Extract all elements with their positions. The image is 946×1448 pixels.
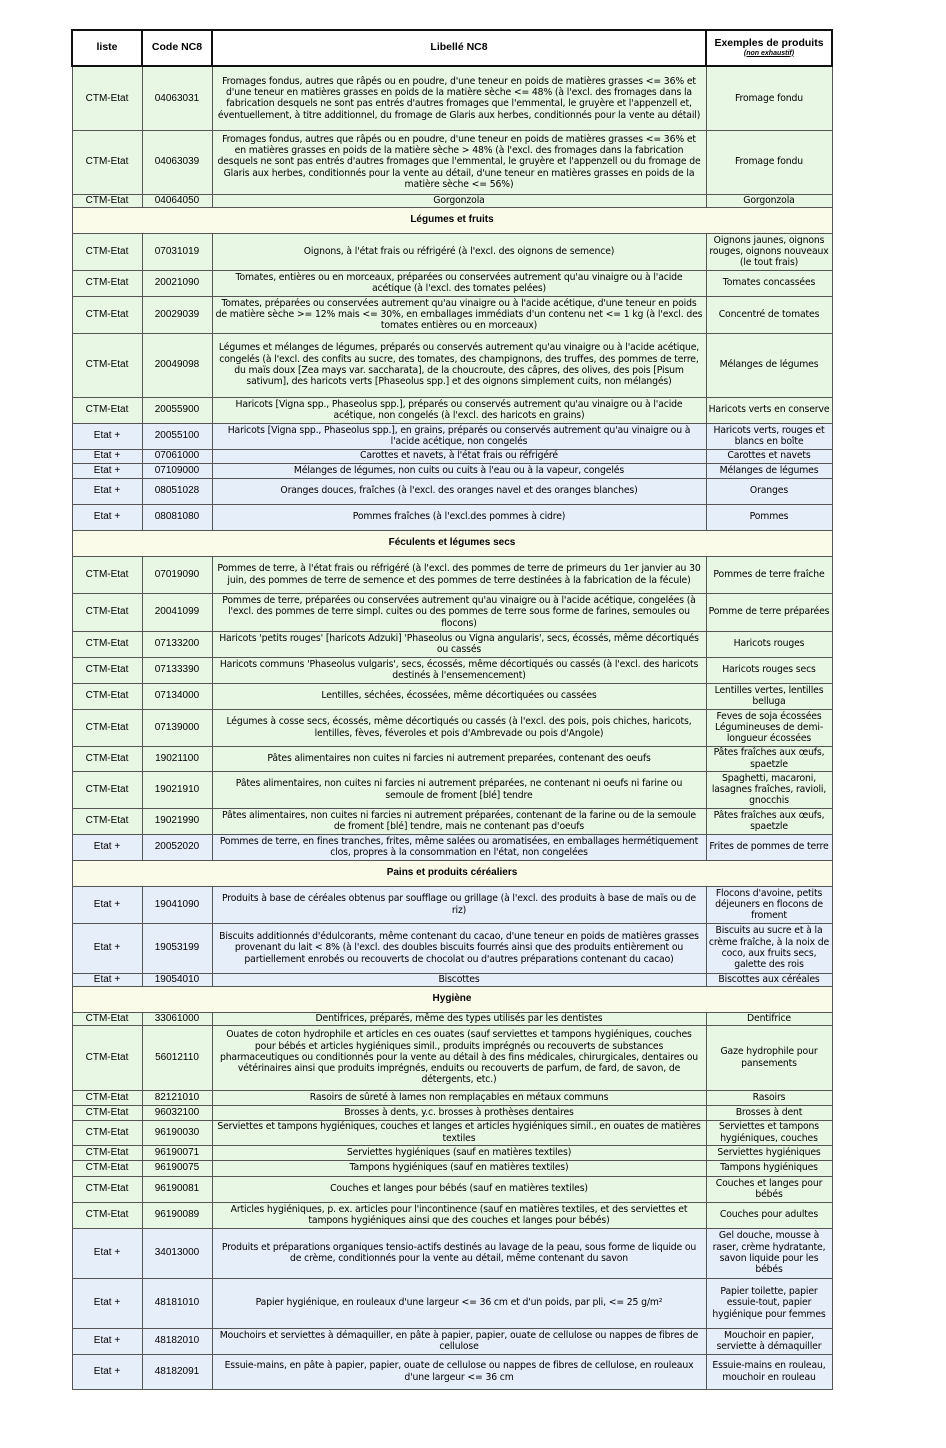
cell-code-nc8: 04063039 [142, 130, 212, 194]
table-row [72, 923, 832, 973]
cell-libelle: Biscuits additionnés d'édulcorants, même contenant du cacao, d'une teneur en poids de matières grasses provenant du lait < 8% (à l'excl. des doubles biscuits fourrés ainsi que des produits entièrement ou partiellement enrobés ou recouverts de chocolat ou d'autres préparations contenant du cacao) [212, 923, 706, 973]
cell-code-nc8: 48182010 [142, 1328, 212, 1354]
table-row [72, 66, 832, 130]
table-row [72, 593, 832, 631]
table-row [72, 1328, 832, 1354]
table-row [72, 423, 832, 449]
cell-libelle: Fromages fondus, autres que râpés ou en poudre, d'une teneur en poids de matières grasses <= 36% et d'une teneur en matières grasses en poids de la matière sèche <= 48% (à l'excl. des fromages dans la fabrication desquels ne sont pas entrés d'autres fromages que l'emmental, le gruyère et l'appenzell et, éventuellement, à titre additionnel, du fromage de Glaris aux herbes, conditionnés pour la vente au détail) [212, 66, 706, 130]
cell-libelle: Haricots 'petits rouges' [haricots Adzuki] 'Phaseolus ou Vigna angularis', secs, écossés, même décortiqués ou cassés [212, 631, 706, 657]
cell-liste: CTM-Etat [72, 1202, 142, 1228]
nc8-products-table [71, 29, 833, 1390]
cell-code-nc8: 19021990 [142, 808, 212, 834]
cell-libelle: Pâtes alimentaires non cuites ni farcies ni autrement preparées, contenant des oeufs [212, 746, 706, 771]
table-row [72, 1176, 832, 1202]
cell-liste: Etat + [72, 1328, 142, 1354]
cell-exemple: Oignons jaunes, oignons rouges, oignons nouveaux (le tout frais) [706, 233, 832, 270]
cell-liste: CTM-Etat [72, 556, 142, 593]
table-row [72, 657, 832, 683]
header-exemples-subtitle: (non exhaustif) [743, 49, 795, 57]
table-row [72, 1202, 832, 1228]
table-row [72, 478, 832, 504]
cell-liste: CTM-Etat [72, 397, 142, 423]
cell-libelle: Pâtes alimentaires, non cuites ni farcies ni autrement préparées, contenant de la farine ou de la semoule de froment [blé] tendre, mais ne contenant pas d'oeufs [212, 808, 706, 834]
section-row [72, 530, 832, 556]
table-row [72, 746, 832, 771]
header-exemples-title: Exemples de produits [714, 37, 824, 50]
cell-exemple: Pomme de terre préparées [706, 593, 832, 631]
cell-liste: CTM-Etat [72, 808, 142, 834]
cell-code-nc8: 96190081 [142, 1176, 212, 1202]
cell-liste: CTM-Etat [72, 1090, 142, 1105]
cell-liste: Etat + [72, 1228, 142, 1278]
cell-exemple: Brosses à dent [706, 1105, 832, 1120]
cell-exemple: Pâtes fraîches aux œufs, spaetzle [706, 808, 832, 834]
cell-liste: Etat + [72, 463, 142, 478]
cell-libelle: Tomates, entières ou en morceaux, préparées ou conservées autrement qu'au vinaigre ou à l'acide acétique (à l'excl. des tomates pelées) [212, 270, 706, 296]
table-row [72, 296, 832, 333]
cell-exemple: Serviettes et tampons hygiéniques, couches [706, 1120, 832, 1145]
cell-code-nc8: 82121010 [142, 1090, 212, 1105]
header-exemples [706, 30, 832, 66]
cell-liste: Etat + [72, 449, 142, 463]
cell-liste: CTM-Etat [72, 746, 142, 771]
cell-exemple: Feves de soja écossées Légumineuses de demi-longueur écossées [706, 709, 832, 746]
cell-liste: CTM-Etat [72, 657, 142, 683]
cell-code-nc8: 96032100 [142, 1105, 212, 1120]
cell-libelle: Ouates de coton hydrophile et articles en ces ouates (sauf serviettes et tampons hygiéniques, couches pour bébés et articles hygiéniques simil., produits imprégnés ou recouverts de substances pharmaceutiques ou conditionnés pour la vente au détail à des fins médicales, chirurgicales, dentaires ou vétérinaires ainsi que produits imprégnés, enduits ou recouverts de parfum, de fard, de savon, de détergents, etc.) [212, 1025, 706, 1090]
cell-libelle: Oignons, à l'état frais ou réfrigéré (à l'excl. des oignons de semence) [212, 233, 706, 270]
cell-code-nc8: 19041090 [142, 886, 212, 923]
cell-code-nc8: 07139000 [142, 709, 212, 746]
cell-exemple: Couches et langes pour bébés [706, 1176, 832, 1202]
section-title: Féculents et légumes secs [72, 530, 832, 556]
cell-code-nc8: 07133200 [142, 631, 212, 657]
cell-exemple: Serviettes hygiéniques [706, 1145, 832, 1160]
cell-code-nc8: 20052020 [142, 834, 212, 860]
cell-code-nc8: 20055100 [142, 423, 212, 449]
table-row [72, 1105, 832, 1120]
table-row [72, 270, 832, 296]
cell-liste: Etat + [72, 973, 142, 986]
cell-liste: CTM-Etat [72, 270, 142, 296]
cell-code-nc8: 19054010 [142, 973, 212, 986]
cell-libelle: Pâtes alimentaires, non cuites ni farcies ni autrement préparées, ne contenant ni oeufs ni farine ou semoule de froment [blé] tendre [212, 771, 706, 808]
cell-libelle: Lentilles, séchées, écossées, même décortiquées ou cassées [212, 683, 706, 709]
table-row [72, 1120, 832, 1145]
header-liste: liste [72, 30, 142, 66]
table-row [72, 1228, 832, 1278]
cell-liste: CTM-Etat [72, 130, 142, 194]
cell-libelle: Rasoirs de sûreté à lames non remplaçables en métaux communs [212, 1090, 706, 1105]
table-row [72, 1012, 832, 1025]
cell-code-nc8: 20021090 [142, 270, 212, 296]
cell-exemple: Fromage fondu [706, 130, 832, 194]
cell-code-nc8: 34013000 [142, 1228, 212, 1278]
cell-libelle: Articles hygiéniques, p. ex. articles pour l'incontinence (sauf en matières textiles, et des serviettes et tampons hygiéniques ainsi que des couches et langes pour bébés) [212, 1202, 706, 1228]
cell-code-nc8: 20041099 [142, 593, 212, 631]
cell-exemple: Pommes de terre fraîche [706, 556, 832, 593]
cell-exemple: Tampons hygiéniques [706, 1160, 832, 1176]
cell-exemple: Rasoirs [706, 1090, 832, 1105]
cell-libelle: Biscottes [212, 973, 706, 986]
section-row [72, 207, 832, 233]
table-row [72, 834, 832, 860]
cell-libelle: Pommes de terre, préparées ou conservées autrement qu'au vinaigre ou à l'acide acétique, congelées (à l'excl. des pommes de terre simpl. cuites ou des pommes de terre sous forme de farines, semoules ou flocons) [212, 593, 706, 631]
cell-liste: Etat + [72, 886, 142, 923]
cell-exemple: Gel douche, mousse à raser, crème hydratante, savon liquide pour les bébés [706, 1228, 832, 1278]
cell-libelle: Carottes et navets, à l'état frais ou réfrigéré [212, 449, 706, 463]
header-code-nc8: Code NC8 [142, 30, 212, 66]
cell-libelle: Légumes et mélanges de légumes, préparés ou conservés autrement qu'au vinaigre ou à l'acide acétique, congelés (à l'excl. des confits au sucre, des tomates, des champignons, des truffes, des pommes de terre, du maïs doux [Zea mays var. saccharata], de la choucroute, des câpres, des olives, des pois [Pisum sativum], des haricots verts [Phaseolus spp.] et des oignons simplement cuits, non mélangés) [212, 333, 706, 397]
cell-exemple: Haricots rouges [706, 631, 832, 657]
cell-exemple: Lentilles vertes, lentilles belluga [706, 683, 832, 709]
section-title: Hygiène [72, 986, 832, 1012]
cell-exemple: Mélanges de légumes [706, 463, 832, 478]
cell-code-nc8: 96190075 [142, 1160, 212, 1176]
cell-exemple: Haricots verts, rouges et blancs en boîte [706, 423, 832, 449]
cell-libelle: Oranges douces, fraîches (à l'excl. des oranges navel et des oranges blanches) [212, 478, 706, 504]
table-row [72, 463, 832, 478]
table-row [72, 1160, 832, 1176]
cell-libelle: Produits à base de céréales obtenus par soufflage ou grillage (à l'excl. des produits à base de maïs ou de riz) [212, 886, 706, 923]
table-row [72, 683, 832, 709]
cell-libelle: Pommes fraîches (à l'excl.des pommes à cidre) [212, 504, 706, 530]
cell-exemple: Spaghetti, macaroni, lasagnes fraîches, ravioli, gnocchis [706, 771, 832, 808]
cell-libelle: Pommes de terre, à l'état frais ou réfrigéré (à l'excl. des pommes de terre de primeurs du 1er janvier au 30 juin, des pommes de terre de semence et des pommes de terre destinées à la fabrication de la fécule) [212, 556, 706, 593]
table-row [72, 194, 832, 207]
cell-liste: CTM-Etat [72, 66, 142, 130]
cell-liste: CTM-Etat [72, 1105, 142, 1120]
cell-liste: Etat + [72, 923, 142, 973]
section-row [72, 986, 832, 1012]
cell-liste: CTM-Etat [72, 333, 142, 397]
cell-exemple: Flocons d'avoine, petits déjeuners en flocons de froment [706, 886, 832, 923]
cell-exemple: Frites de pommes de terre [706, 834, 832, 860]
cell-exemple: Pommes [706, 504, 832, 530]
table-row [72, 1090, 832, 1105]
cell-code-nc8: 20055900 [142, 397, 212, 423]
cell-exemple: Mélanges de légumes [706, 333, 832, 397]
cell-code-nc8: 19053199 [142, 923, 212, 973]
cell-code-nc8: 08051028 [142, 478, 212, 504]
cell-liste: CTM-Etat [72, 1145, 142, 1160]
table-row [72, 886, 832, 923]
cell-exemple: Oranges [706, 478, 832, 504]
table-row [72, 556, 832, 593]
cell-libelle: Tampons hygiéniques (sauf en matières textiles) [212, 1160, 706, 1176]
cell-exemple: Gaze hydrophile pour pansements [706, 1025, 832, 1090]
cell-liste: Etat + [72, 834, 142, 860]
table-row [72, 1145, 832, 1160]
cell-exemple: Pâtes fraîches aux œufs, spaetzle [706, 746, 832, 771]
cell-code-nc8: 07109000 [142, 463, 212, 478]
cell-code-nc8: 07019090 [142, 556, 212, 593]
header-libelle-nc8: Libellé NC8 [212, 30, 706, 66]
table-row [72, 1025, 832, 1090]
cell-libelle: Brosses à dents, y.c. brosses à prothèses dentaires [212, 1105, 706, 1120]
cell-code-nc8: 04063031 [142, 66, 212, 130]
table-row [72, 1354, 832, 1389]
cell-exemple: Dentifrice [706, 1012, 832, 1025]
cell-code-nc8: 33061000 [142, 1012, 212, 1025]
cell-liste: CTM-Etat [72, 1012, 142, 1025]
cell-liste: Etat + [72, 504, 142, 530]
table-row [72, 504, 832, 530]
cell-code-nc8: 19021910 [142, 771, 212, 808]
table-row [72, 973, 832, 986]
cell-libelle: Haricots [Vigna spp., Phaseolus spp.], en grains, préparés ou conservés autrement qu'au vinaigre ou à l'acide acétique, non congelés [212, 423, 706, 449]
table-row [72, 397, 832, 423]
cell-liste: CTM-Etat [72, 1025, 142, 1090]
cell-libelle: Dentifrices, préparés, même des types utilisés par les dentistes [212, 1012, 706, 1025]
section-title: Pains et produits céréaliers [72, 860, 832, 886]
cell-code-nc8: 96190089 [142, 1202, 212, 1228]
cell-code-nc8: 56012110 [142, 1025, 212, 1090]
cell-liste: CTM-Etat [72, 631, 142, 657]
cell-code-nc8: 48181010 [142, 1278, 212, 1328]
table-body [72, 66, 832, 1389]
cell-libelle: Haricots [Vigna spp., Phaseolus spp.], préparés ou conservés autrement qu'au vinaigre ou à l'acide acétique, non congelés (à l'excl. des haricots en grains) [212, 397, 706, 423]
table-row [72, 130, 832, 194]
cell-exemple: Biscottes aux céréales [706, 973, 832, 986]
cell-liste: CTM-Etat [72, 1160, 142, 1176]
cell-exemple: Haricots verts en conserve [706, 397, 832, 423]
cell-code-nc8: 96190071 [142, 1145, 212, 1160]
cell-exemple: Carottes et navets [706, 449, 832, 463]
header-row [72, 30, 832, 66]
cell-liste: CTM-Etat [72, 296, 142, 333]
cell-code-nc8: 08081080 [142, 504, 212, 530]
cell-libelle: Pommes de terre, en fines tranches, frites, même salées ou aromatisées, en emballages hermétiquement clos, propres à la consommation en l'état, non congelées [212, 834, 706, 860]
cell-liste: Etat + [72, 423, 142, 449]
cell-libelle: Tomates, préparées ou conservées autrement qu'au vinaigre ou à l'acide acétique, d'une teneur en poids de matière sèche >= 12% mais <= 30%, en emballages immédiats d'un contenu net <= 1 kg (à l'excl. des tomates entières ou en morceaux) [212, 296, 706, 333]
cell-exemple: Fromage fondu [706, 66, 832, 130]
cell-exemple: Papier toilette, papier essuie-tout, papier hygiénique pour femmes [706, 1278, 832, 1328]
cell-exemple: Tomates concassées [706, 270, 832, 296]
cell-code-nc8: 07134000 [142, 683, 212, 709]
cell-liste: CTM-Etat [72, 709, 142, 746]
cell-liste: CTM-Etat [72, 593, 142, 631]
cell-libelle: Mélanges de légumes, non cuits ou cuits à l'eau ou à la vapeur, congelés [212, 463, 706, 478]
table-row [72, 333, 832, 397]
cell-libelle: Fromages fondus, autres que râpés ou en poudre, d'une teneur en poids de matières grasses <= 36% et en matières grasses en poids de la matière sèche > 48% (à l'excl. des fromages dans la fabrication desquels ne sont pas entrés d'autres fromages que l'emmental, le gruyère et l'appenzell ou du fromage de Glaris aux herbes, conditionnés pour la vente au détail, d'une teneur en matières grasses en poids de la matière sèche <= 56%) [212, 130, 706, 194]
cell-code-nc8: 48182091 [142, 1354, 212, 1389]
table-row [72, 449, 832, 463]
table-row [72, 233, 832, 270]
cell-liste: Etat + [72, 1278, 142, 1328]
table-row [72, 631, 832, 657]
cell-libelle: Essuie-mains, en pâte à papier, papier, ouate de cellulose ou nappes de fibres de cellulose, en rouleaux d'une largeur <= 36 cm [212, 1354, 706, 1389]
cell-liste: CTM-Etat [72, 233, 142, 270]
cell-exemple: Couches pour adultes [706, 1202, 832, 1228]
cell-exemple: Haricots rouges secs [706, 657, 832, 683]
cell-libelle: Légumes à cosse secs, écossés, même décortiqués ou cassés (à l'excl. des pois, pois chiches, haricots, lentilles, fèves, féveroles et pois d'Ambrevade ou pois d'Angole) [212, 709, 706, 746]
cell-exemple: Gorgonzola [706, 194, 832, 207]
cell-exemple: Biscuits au sucre et à la crème fraîche, à la noix de coco, aux fruits secs, galette des rois [706, 923, 832, 973]
cell-code-nc8: 20029039 [142, 296, 212, 333]
cell-code-nc8: 20049098 [142, 333, 212, 397]
cell-libelle: Couches et langes pour bébés (sauf en matières textiles) [212, 1176, 706, 1202]
section-title: Légumes et fruits [72, 207, 832, 233]
cell-libelle: Gorgonzola [212, 194, 706, 207]
cell-code-nc8: 07133390 [142, 657, 212, 683]
cell-code-nc8: 04064050 [142, 194, 212, 207]
section-row [72, 860, 832, 886]
cell-liste: Etat + [72, 1354, 142, 1389]
table-row [72, 1278, 832, 1328]
table-row [72, 771, 832, 808]
cell-liste: CTM-Etat [72, 771, 142, 808]
cell-liste: CTM-Etat [72, 194, 142, 207]
cell-code-nc8: 96190030 [142, 1120, 212, 1145]
cell-exemple: Concentré de tomates [706, 296, 832, 333]
table-row [72, 709, 832, 746]
cell-libelle: Serviettes hygiéniques (sauf en matières textiles) [212, 1145, 706, 1160]
cell-code-nc8: 07031019 [142, 233, 212, 270]
cell-exemple: Mouchoir en papier, serviette à démaquiller [706, 1328, 832, 1354]
cell-code-nc8: 19021100 [142, 746, 212, 771]
cell-liste: Etat + [72, 478, 142, 504]
cell-liste: CTM-Etat [72, 1120, 142, 1145]
cell-code-nc8: 07061000 [142, 449, 212, 463]
cell-libelle: Papier hygiénique, en rouleaux d'une largeur <= 36 cm et d'un poids, par pli, <= 25 g/m² [212, 1278, 706, 1328]
cell-libelle: Haricots communs 'Phaseolus vulgaris', secs, écossés, même décortiqués ou cassés (à l'excl. des haricots destinés à l'ensemencement) [212, 657, 706, 683]
cell-exemple: Essuie-mains en rouleau, mouchoir en rouleau [706, 1354, 832, 1389]
cell-libelle: Serviettes et tampons hygiéniques, couches et langes et articles hygiéniques simil., en ouates de matières textiles [212, 1120, 706, 1145]
cell-libelle: Produits et préparations organiques tensio-actifs destinés au lavage de la peau, sous forme de liquide ou de crème, conditionnés pour la vente au détail, même contenant du savon [212, 1228, 706, 1278]
cell-liste: CTM-Etat [72, 1176, 142, 1202]
table-row [72, 808, 832, 834]
cell-liste: CTM-Etat [72, 683, 142, 709]
cell-libelle: Mouchoirs et serviettes à démaquiller, en pâte à papier, papier, ouate de cellulose ou nappes de fibres de cellulose [212, 1328, 706, 1354]
